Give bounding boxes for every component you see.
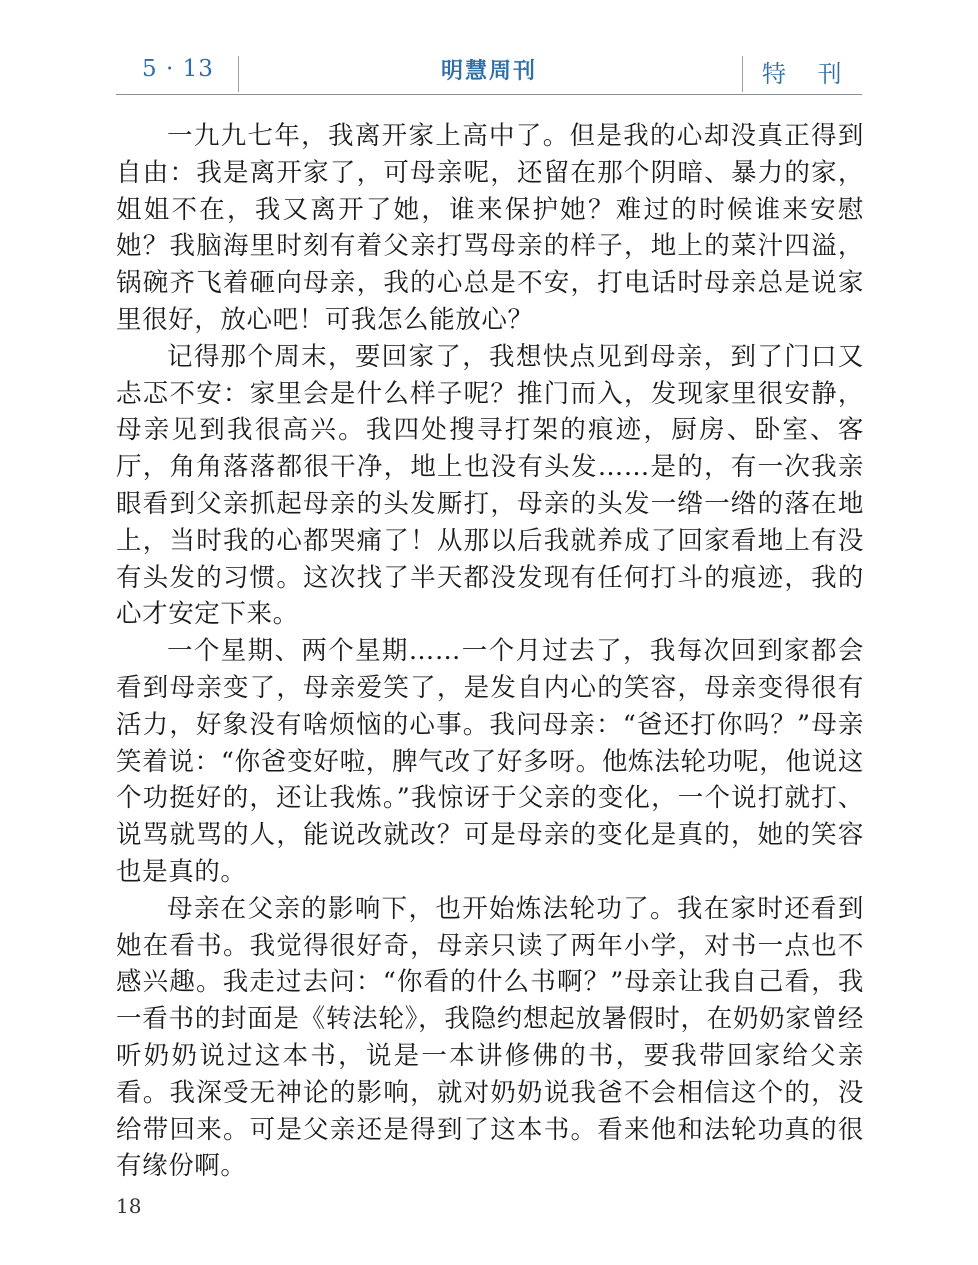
page-number: 18 <box>116 1194 142 1218</box>
paragraph-1: 一九九七年，我离开家上高中了。但是我的心却没真正得到自由：我是离开家了，可母亲呢，还留在那个阴暗、暴力的家，姐姐不在，我又离开了她，谁来保护她？难过的时候谁来安慰她？我脑海里时刻有着父亲打骂母亲的样子，地上的菜汁四溢，锅碗齐飞着砸向母亲，我的心总是不安，打电话时母亲总是说家里很好，放心吧！可我怎么能放心？ <box>116 121 864 335</box>
article-body <box>116 118 864 1185</box>
paragraph-3: 一个星期、两个星期……一个月过去了，我每次回到家都会看到母亲变了，母亲爱笑了，是发自内心的笑容，母亲变得很有活力，好象没有啥烦恼的心事。我问母亲：“爸还打你吗？”母亲笑着说：“你爸变好啦，脾气改了好多呀。他炼法轮功呢，他说这个功挺好的，还让我炼。”我惊讶于父亲的变化，一个说打就打、说骂就骂的人，能说改就改？可是母亲的变化是真的，她的笑容也是真的。 <box>116 636 864 887</box>
paragraph-2: 记得那个周末，要回家了，我想快点见到母亲，到了门口又忐忑不安：家里会是什么样子呢？推门而入，发现家里很安静，母亲见到我很高兴。我四处搜寻打架的痕迹，厨房、卧室、客厅，角角落落都很干净，地上也没有头发……是的，有一次我亲眼看到父亲抓起母亲的头发厮打，母亲的头发一绺一绺的落在地上，当时我的心都哭痛了！从那以后我就养成了回家看地上有没有头发的习惯。这次找了半天都没发现有任何打斗的痕迹，我的心才安定下来。 <box>116 341 864 630</box>
issue-number: 5 · 13 <box>142 56 214 82</box>
running-header <box>116 50 862 95</box>
publication-title: 明慧周刊 <box>440 59 537 84</box>
section-label: 特 刊 <box>762 60 854 88</box>
header-divider-right <box>742 56 743 92</box>
paragraph-4: 母亲在父亲的影响下，也开始炼法轮功了。我在家时还看到她在看书。我觉得很好奇，母亲只读了两年小学，对书一点也不感兴趣。我走过去问：“你看的什么书啊？”母亲让我自己看，我一看书的封面是《转法轮》，我隐约想起放暑假时，在奶奶家曾经听奶奶说过这本书，说是一本讲修佛的书，要我带回家给父亲看。我深受无神论的影响，就对奶奶说我爸不会相信这个的，没给带回来。可是父亲还是得到了这本书。看来他和法轮功真的很有缘份啊。 <box>116 893 864 1182</box>
